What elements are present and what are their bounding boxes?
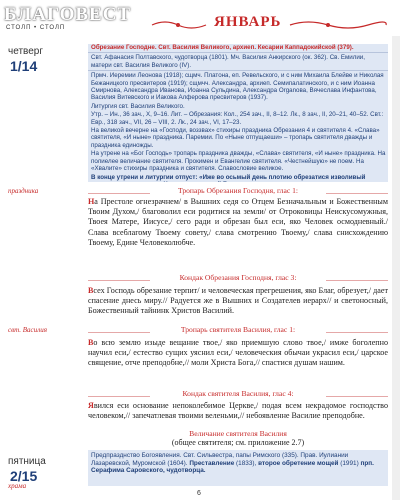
info-line: В конце утрени и литургии отпуст: «Иже во осьмый день плотию обрезатися изволивый [91, 173, 366, 181]
ornament-right-icon [288, 18, 388, 32]
next-day-line: Предпразднство Богоявления. Свт. Сильвестра, папы Римского (335). Прав. Иулиании Лазаревской, Муромской (1604). [91, 452, 349, 467]
margin-note: храма [8, 482, 27, 490]
section-text [88, 401, 388, 421]
section-heading: Тропарь святителя Василия, глас 1: [150, 325, 326, 334]
next-day-line: (1833), [236, 459, 257, 467]
next-day-highlight: Преставление [189, 459, 235, 467]
next-day-text [91, 452, 385, 475]
section-text [88, 338, 388, 369]
glorification-note: (общее святителя; см. приложение 2.7) [171, 438, 305, 447]
section-heading: Кондак святителя Василия, глас 4: [150, 389, 326, 398]
info-line: Свт. Афанасия Полтавского, чудотворца (1801). Мч. Василия Анкирского (ок. 362). Св. Емилии, матери свт. Василия Великого (IV). [91, 54, 365, 69]
drop-cap: Я [88, 401, 94, 410]
feast-title: Обрезание Господне. Свт. Василия Великого, архиеп. Кесарии Каппадокийской (379). [91, 44, 354, 51]
ornament-left-icon [150, 18, 208, 32]
info-line: На утрене на «Бог Господь» тропарь праздника дважды, «Слава» святителя, «И ныне» праздника. На полиелее величание святителя. Прокимен и Евангелие святителя. «Честнейшую» не поем. На «Хвалите» стихиры праздника и святителя. Славословие великое. [91, 150, 386, 173]
section-body: сех Господь обрезание терпит/ и человеческая прегрешения, яко Благ, обрезует,/ дает спасение днесь миру.// Радуется же в Вышних и Создателев иерарх// и светоносный, Божественный тайнинк Христов Василий. [88, 286, 388, 316]
glorification-heading: Величание святителя Василия [189, 429, 287, 438]
info-line: Утр. – Ин., 36 зач., X, 9–16. Лит. – Обрезания: Кол., 254 зач., II, 8–12. Лк., 8 зач., II, 20–21, 40–52. Свт.: Евр., 318 зач., VII, 26 – VIII, 2. Лк., 24 зач., VI, 17–23. [91, 111, 384, 126]
next-day-box [88, 450, 388, 486]
divider [88, 70, 388, 71]
next-day-line: (1991) [340, 459, 359, 467]
section-text [88, 286, 388, 317]
site-watermark: БЛАГОВЕСТ [4, 4, 132, 25]
next-day-highlight: второе обретение мощей [258, 459, 339, 467]
day-info-box [88, 44, 388, 182]
header-banner [0, 0, 400, 40]
divider [88, 52, 388, 53]
section-body: о всю землю изыде вещание твое,/ яко приемшую слово твое,/ имже боголепно научил еси,/ естество сущих уяснил еси,/ человеческия обычаи украсил еси,/ царское священие, отче преподобне,// моли Христа Бога,// спастися душам нашим. [88, 338, 388, 368]
section-body: а Престоле огнезрачнем/ в Вышних седя со Отцем Безначальным и Божественным Твоим Духом,/ благоволил еси родитися на земли/ от Отроковицы Неискусомужныя, Твоея Матере, Иисусе,/ сего ради и обрезан был еси, яко Человек осмодневный./ Слава всеблагому Твоему совету,/ слава смотрению Твоему,/ слава снисхождению Твоему, Едине Человеколюбче. [88, 197, 388, 247]
margin-note: свт. Василия [8, 326, 47, 334]
drop-cap: В [88, 286, 94, 295]
day-number: 1/14 [10, 58, 38, 74]
section-heading: Кондак Обрезания Господня, глас 3: [150, 273, 326, 282]
drop-cap: Н [88, 197, 95, 206]
drop-cap: В [88, 338, 94, 347]
info-line: На великой вечерне на «Господи, воззвах» стихиры праздника Обрезания 4 и святителя 4. «Слава» святителя, «И ныне» праздника. Паремии. По «Ныне отпущаеши» – тропарь святителя дважды и праздника единожды. [91, 127, 380, 149]
day-name: пятница [8, 456, 46, 467]
section-text [88, 197, 388, 248]
page-number: 6 [197, 490, 201, 497]
section-body: вился еси основание непоколебимое Церкве,/ подая всем некрадомое господство человеком,// запечатлевая твоими веленьми,// небоявленне Василие преподобне. [88, 401, 388, 421]
month-title: ЯНВАРЬ [214, 14, 282, 30]
page-edge [392, 36, 400, 500]
next-day-highlight: прп. Серафима Саровского, чудотворца. [91, 459, 374, 475]
section-heading: Тропарь Обрезания Господня, глас 1: [150, 186, 326, 195]
margin-note: праздника [8, 187, 39, 195]
info-line: Литургия свт. Василия Великого. [91, 102, 185, 110]
day-number: 2/15 [10, 468, 38, 484]
header-subtitle: СТОЛП • СТОЛП [6, 25, 66, 31]
info-line: Прмч. Иеремии Леонова (1918); сщмч. Платона, еп. Ревельского, и с ним Михаила Блейве и Николая Бежаницкого пресвитеров (1919); сщмчч. Александра, архиеп. Семипалатинского, и с ним Иоанна Смирнова, Александра Иванова, Иоанна Сульдина, Александра Organoва, Вячеслава Инфантова, Василия Витевского и Иакова Алферова пресвитеров (1937). [91, 72, 384, 102]
day-name: четверг [8, 46, 43, 57]
